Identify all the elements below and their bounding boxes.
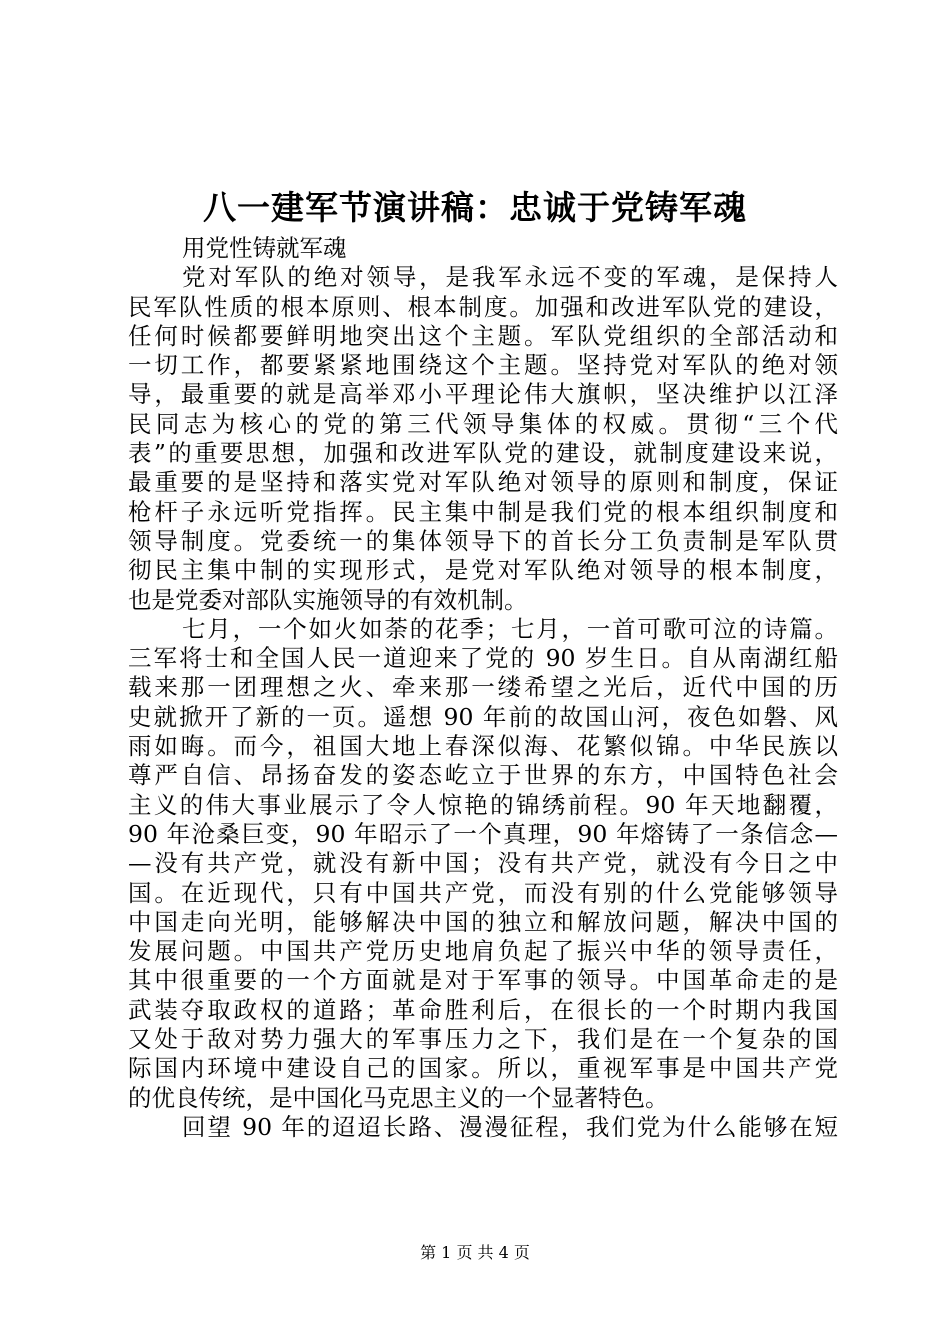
page-footer: 第 1 页 共 4 页 (420, 1243, 530, 1262)
paragraph-line: 载来那一团理想之火、牵来那一缕希望之光后，近代中国的历 (128, 673, 838, 702)
paragraph-line: 党对军队的绝对领导，是我军永远不变的军魂，是保持人 (182, 263, 838, 292)
paragraph-line: 一切工作，都要紧紧地围绕这个主题。坚持党对军队的绝对领 (128, 351, 838, 380)
paragraph-line: 中国走向光明，能够解决中国的独立和解放问题，解决中国的 (128, 907, 838, 936)
section-heading: 用党性铸就军魂 (182, 234, 347, 262)
paragraph-line: 民军队性质的根本原则、根本制度。加强和改进军队党的建设， (128, 292, 838, 321)
paragraph-line: 也是党委对部队实施领导的有效机制。 (128, 585, 528, 614)
paragraph-line: 尊严自信、昂扬奋发的姿态屹立于世界的东方，中国特色社会 (128, 761, 838, 790)
paragraph-line: 彻民主集中制的实现形式，是党对军队绝对领导的根本制度， (128, 556, 838, 585)
paragraph-line: 武装夺取政权的道路；革命胜利后，在很长的一个时期内我国 (128, 995, 838, 1024)
paragraph-line: 史就掀开了新的一页。遥想 90 年前的故国山河，夜色如磐、风 (128, 702, 838, 731)
paragraph-line: 三军将士和全国人民一道迎来了党的 90 岁生日。自从南湖红船 (128, 644, 838, 673)
document-title: 八一建军节演讲稿：忠诚于党铸军魂 (203, 188, 747, 227)
paragraph-line: 际国内环境中建设自己的国家。所以，重视军事是中国共产党 (128, 1054, 838, 1083)
paragraph-line: 民同志为核心的党的第三代领导集体的权威。贯彻“三个代 (128, 409, 838, 438)
paragraph-line: 发展问题。中国共产党历史地肩负起了振兴中华的领导责任， (128, 937, 838, 966)
paragraph-line: 七月，一个如火如荼的花季；七月，一首可歌可泣的诗篇。 (182, 614, 838, 643)
paragraph-line: 90 年沧桑巨变，90 年昭示了一个真理，90 年熔铸了一条信念— (128, 819, 838, 848)
paragraph-line: 国。在近现代，只有中国共产党，而没有别的什么党能够领导 (128, 878, 838, 907)
paragraph-line: 主义的伟大事业展示了令人惊艳的锦绣前程。90 年天地翻覆， (128, 790, 838, 819)
paragraph-line: 枪杆子永远听党指挥。民主集中制是我们党的根本组织制度和 (128, 497, 838, 526)
paragraph-line: —没有共产党，就没有新中国；没有共产党，就没有今日之中 (128, 849, 838, 878)
paragraph-line: 表”的重要思想，加强和改进军队党的建设，就制度建设来说， (128, 439, 838, 468)
paragraph-line: 任何时候都要鲜明地突出这个主题。军队党组织的全部活动和 (128, 321, 838, 350)
paragraph-line: 其中很重要的一个方面就是对于军事的领导。中国革命走的是 (128, 966, 838, 995)
paragraph-line: 回望 90 年的迢迢长路、漫漫征程，我们党为什么能够在短 (182, 1112, 838, 1141)
paragraph-line: 的优良传统，是中国化马克思主义的一个显著特色。 (128, 1083, 669, 1112)
paragraph-line: 又处于敌对势力强大的军事压力之下，我们是在一个复杂的国 (128, 1025, 838, 1054)
document-body (128, 234, 838, 1142)
paragraph-line: 导，最重要的就是高举邓小平理论伟大旗帜，坚决维护以江泽 (128, 380, 838, 409)
paragraph-line: 领导制度。党委统一的集体领导下的首长分工负责制是军队贯 (128, 526, 838, 555)
paragraph-line: 雨如晦。而今，祖国大地上春深似海、花繁似锦。中华民族以 (128, 732, 838, 761)
paragraph-line: 最重要的是坚持和落实党对军队绝对领导的原则和制度，保证 (128, 468, 838, 497)
